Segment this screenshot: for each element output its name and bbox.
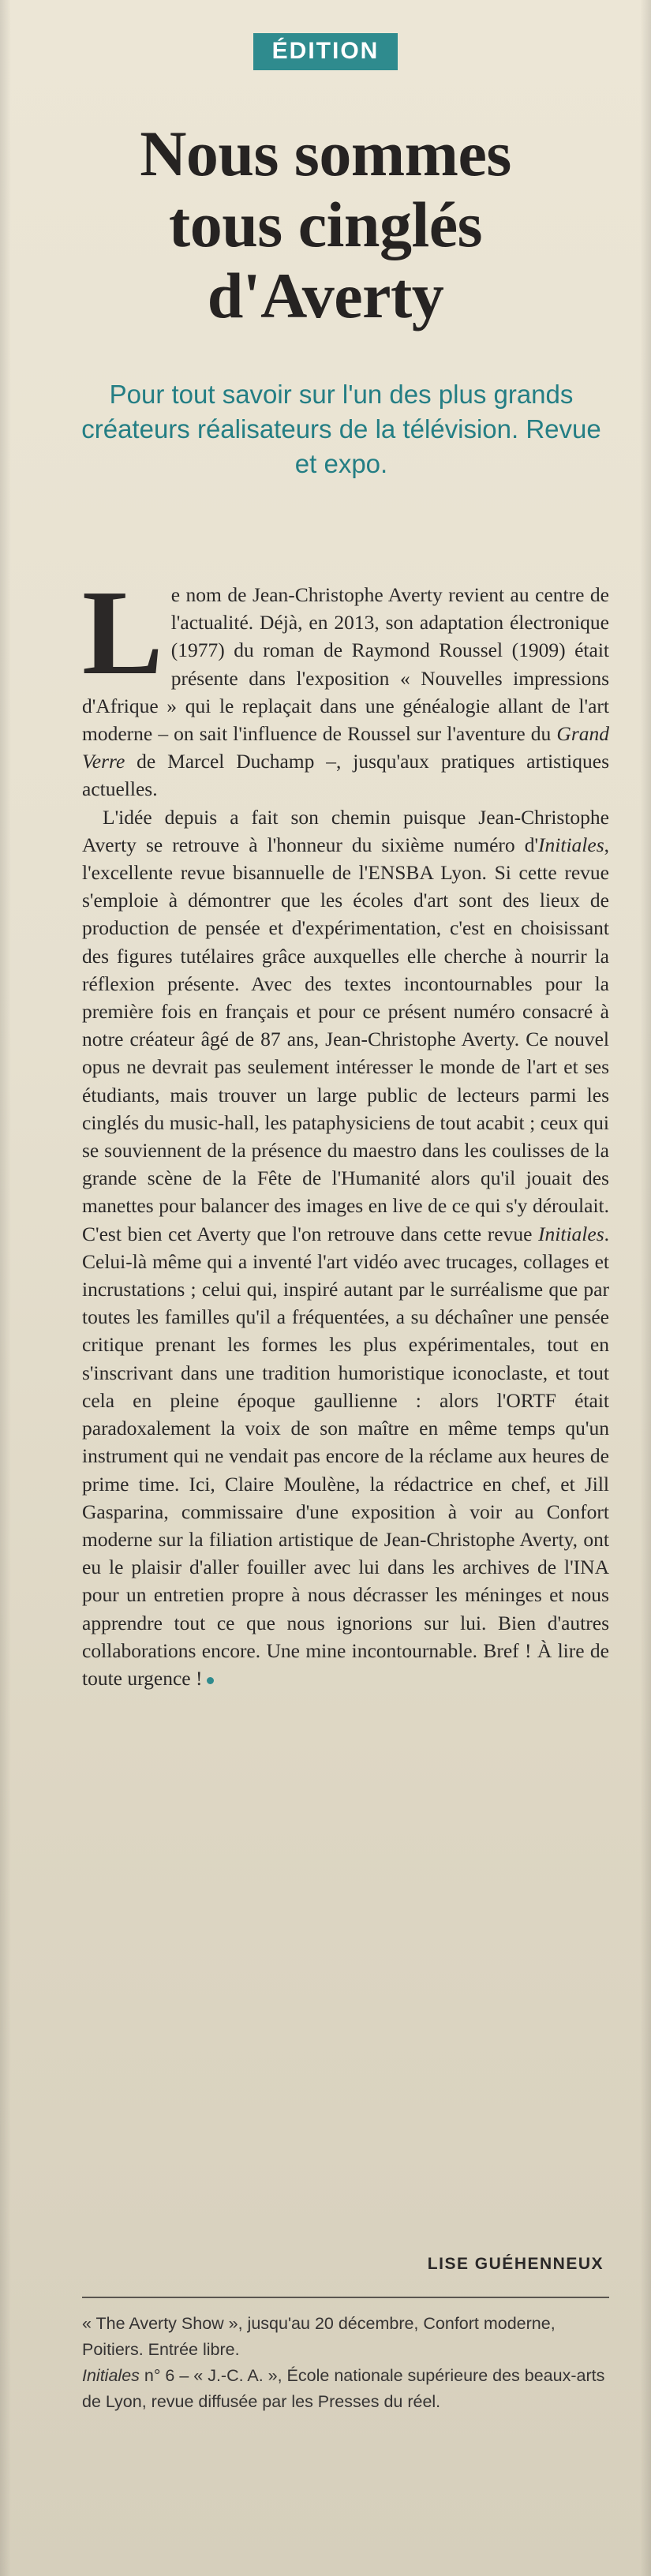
paragraph-2-emphasis-1: Initiales (538, 833, 604, 856)
info-review-details: n° 6 – « J.-C. A. », École nationale supérieure des beaux-arts de Lyon, revue diffusée par les Presses du réel. (82, 2366, 605, 2411)
headline-line-3: d'Averty (207, 260, 444, 331)
article-paragraph-1 (82, 566, 609, 803)
paragraph-1-end: de Marcel Duchamp –, jusqu'aux pratiques artistiques actuelles. (82, 750, 609, 801)
drop-cap: L (82, 566, 163, 700)
paragraph-1-text: e nom de Jean-Christophe Averty revient au centre de l'actualité. Déjà, en 2013, son adaptation électronique (1977) du roman de Raymond Roussel (1909) était présente dans l'exposition « Nouvelles impressions d'Afrique » qui le replaçait dans une généalogie allant de l'art moderne – on sait l'influence de Roussel sur l'aventure du (82, 583, 609, 746)
author-byline: LISE GUÉHENNEUX (427, 2255, 604, 2273)
paragraph-2-text-a: L'idée depuis a fait son chemin puisque Jean-Christophe Averty se retrouve à l'honneur du sixième numéro d' (82, 805, 609, 856)
paragraph-2-text-c: . Celui-là même qui a inventé l'art vidéo avec trucages, collages et incrustations ; celui qui, inspiré autant par le surréalisme que par toutes les familles qu'il a fréquentées, a su déchaîner une pensée critique prenant les formes les plus expérimentales, tout en s'inscrivant dans une tradition humoristique iconoclaste, et tout cela en pleine époque gaullienne : alors l'ORTF était paradoxalement la voix de son maître en même temps qu'un instrument qui ne vendait pas encore de la réclame aux heures de prime time. Ici, Claire Moulène, la rédactrice en chef, et Jill Gasparina, commissaire d'une exposition à voir au Confort moderne sur la filiation artistique de Jean-Christophe Averty, ont eu le plaisir d'aller fouiller avec lui dans les archives de l'INA pour un entretien propre à nous décrasser les méninges et nous apprendre tout ce que nous ignorions sur lui. Bien d'autres collaborations encore. Une mine incontournable. Bref ! À lire de toute urgence ! (82, 1222, 609, 1690)
paragraph-2-emphasis-2: Initiales (538, 1222, 604, 1245)
headline (32, 118, 619, 331)
paragraph-1-emphasis: Grand Verre (82, 722, 609, 773)
article-body (82, 566, 609, 1692)
end-of-article-bullet (207, 1677, 214, 1684)
headline-line-2: tous cinglés (168, 189, 483, 260)
info-line-review (82, 2363, 609, 2415)
article-paragraph-2 (82, 803, 609, 1693)
page-edge-shadow-right (640, 0, 651, 2576)
info-review-title: Initiales (82, 2366, 140, 2385)
rubric-container (0, 33, 651, 70)
info-divider (82, 2297, 609, 2298)
page-edge-shadow-left (0, 0, 11, 2576)
practical-info (82, 2311, 609, 2415)
headline-line-1: Nous sommes (140, 118, 511, 189)
rubric-label: ÉDITION (253, 33, 398, 70)
paragraph-2-text-b: , l'excellente revue bisannuelle de l'ENSBA Lyon. Si cette revue s'emploie à démontrer que les écoles d'art sont des lieux de production de pensée et d'expérimentation, c'est en choisissant des figures tutélaires grâce auxquelles elle cherche à nourrir la réflexion présente. Avec des textes incontournables pour la première fois en français et pour ce présent numéro consacré à notre créateur âgé de 87 ans, Jean-Christophe Averty. Ce nouvel opus ne devrait pas seulement intéresser le monde de l'art et ses étudiants, mais trouver un large public de lecteurs parmi les cinglés du music-hall, les pataphysiciens de tout acabit ; ceux qui se souviennent de la présence du maestro dans les coulisses de la grande scène de la Fête de l'Humanité alors qu'il jouait des manettes pour balancer des images en live de ce qui s'y déroulait. C'est bien cet Averty que l'on retrouve dans cette revue (82, 833, 609, 1245)
deck-subtitle: Pour tout savoir sur l'un des plus grands créateurs réalisateurs de la télévision. Revue et expo. (81, 380, 601, 478)
info-line-exhibition: « The Averty Show », jusqu'au 20 décembre, Confort moderne, Poitiers. Entrée libre. (82, 2314, 556, 2359)
